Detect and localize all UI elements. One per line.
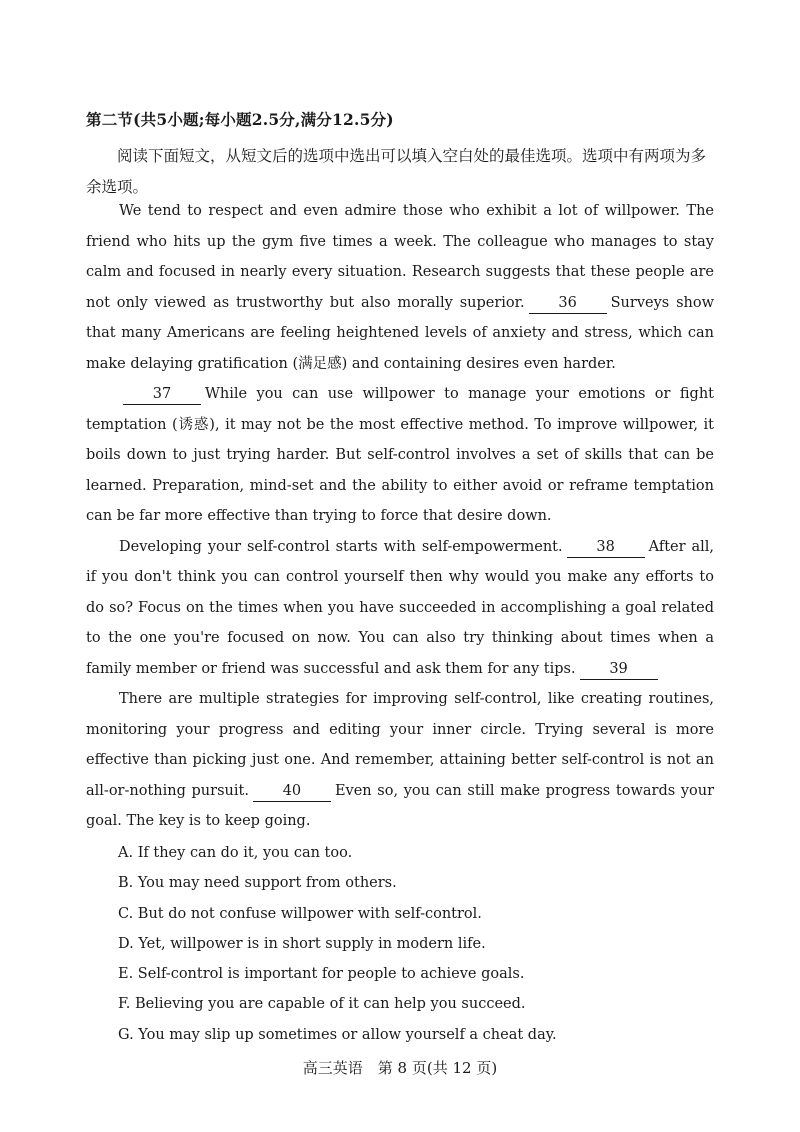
option-c: C. But do not confuse willpower with self-control. [118, 905, 482, 922]
paragraph-2-text: While you can use willpower to manage your emotions or fight temptation (诱惑), it may not be the most effective method. To improve willpower, it boils down to just trying harder. But self-control involves a set of skills that can be learned. Preparation, mind-set and the ability to either avoid or reframe temptation can be far more effective than trying to force that desire down. [86, 386, 714, 524]
paragraph-3-text-a: Developing your self-control starts with self-empowerment. [119, 538, 563, 555]
blank-37: 37 [123, 384, 201, 405]
option-e: E. Self-control is important for people to achieve goals. [118, 966, 525, 983]
option-f: F. Believing you are capable of it can help you succeed. [118, 996, 526, 1013]
option-b: B. You may need support from others. [118, 875, 397, 892]
paragraph-4-text-b: Even so, you can still make progress towards your goal. The key is to keep going. [86, 782, 715, 829]
paragraph-3 [86, 532, 714, 685]
paragraph-4-text-a: There are multiple strategies for improving self-control, like creating routines, monitoring your progress and editing your inner circle. Trying several is more effective than picking just one. And remember, attaining better self-control is not an all-or-nothing pursuit. [86, 691, 714, 799]
option-a: A. If they can do it, you can too. [118, 845, 353, 861]
section-title: 第二节(共5小题;每小题2.5分,满分12.5分) [86, 110, 394, 129]
blank-39: 39 [580, 659, 658, 680]
paragraph-1-text-b: Surveys show that many Americans are feeling heightened levels of anxiety and stress, which can make delaying gratification (满足感) and containing desires even harder. [86, 294, 715, 372]
option-g: G. You may slip up sometimes or allow yourself a cheat day. [118, 1026, 557, 1043]
paragraph-1 [86, 196, 714, 379]
answer-options [118, 838, 557, 1050]
option-d: D. Yet, willpower is in short supply in modern life. [118, 935, 486, 952]
instructions: 阅读下面短文，从短文后的选项中选出可以填入空白处的最佳选项。选项中有两项为多余选项。 [86, 147, 707, 196]
paragraph-3-text-b: After all, if you don't think you can control yourself then why would you make any efforts to do so? Focus on the times when you have succeeded in accomplishing a goal related to the one you're focused on now. You can also try thinking about times when a family member or friend was successful and ask them for any tips. [86, 538, 714, 677]
paragraph-4 [86, 684, 714, 837]
paragraph-2 [86, 379, 714, 532]
passage [86, 196, 714, 837]
page-footer: 高三英语 第 8 页(共 12 页) [302, 1059, 498, 1077]
blank-36: 36 [529, 293, 607, 314]
blank-40: 40 [253, 781, 331, 802]
blank-38: 38 [567, 537, 645, 558]
paragraph-1-text-a: We tend to respect and even admire those who exhibit a lot of willpower. The friend who hits up the gym five times a week. The colleague who manages to stay calm and focused in nearly every situation. Research suggests that these people are not only viewed as trustworthy but also morally superior. [86, 203, 714, 311]
